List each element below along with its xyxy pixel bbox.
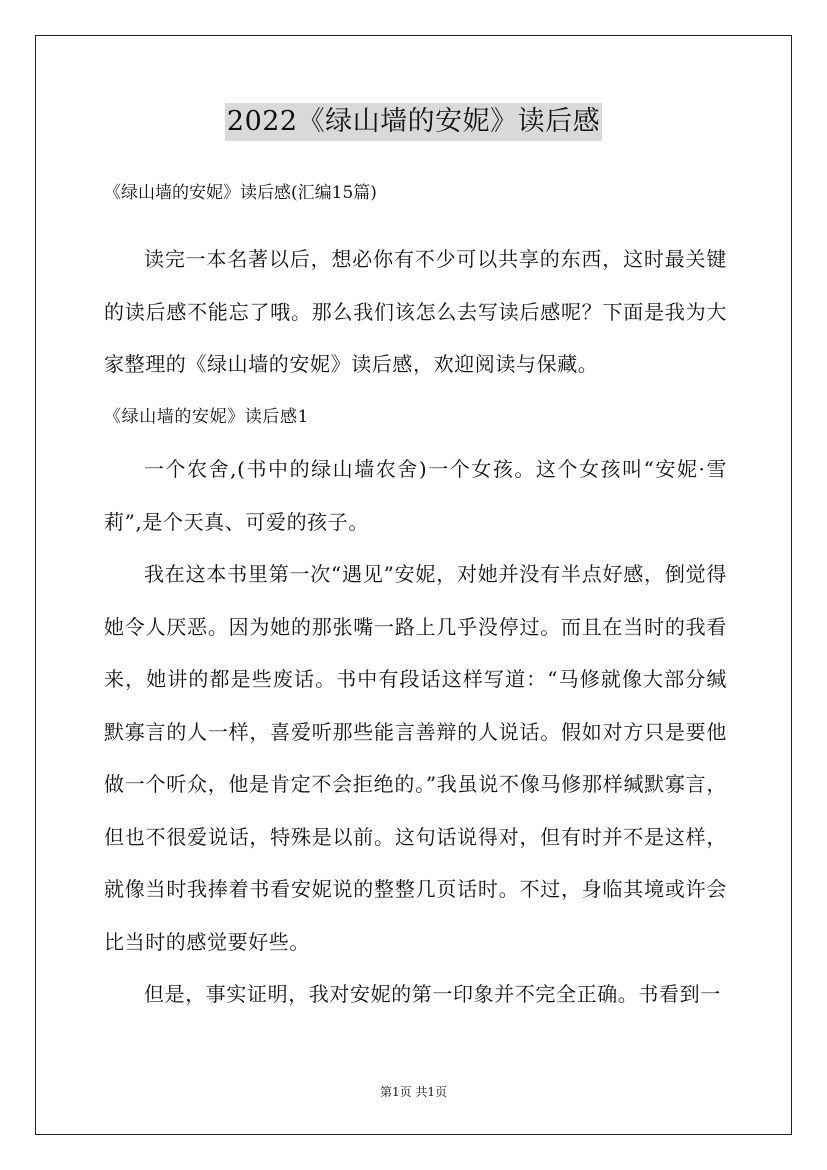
- paragraph: 一个农舍,(书中的绿山墙农舍)一个女孩。这个女孩叫“安妮·雪莉”,是个天真、可爱的孩子。: [104, 457, 727, 534]
- paragraph: 但是，事实证明，我对安妮的第一印象并不完全正确。书看到一: [144, 982, 721, 1006]
- paragraph: 我在这本书里第一次“遇见”安妮，对她并没有半点好感，倒觉得她令人厌恶。因为她的那张嘴一路上几乎没停过。而且在当时的我看来，她讲的都是些废话。书中有段话这样写道：“马修就像大部分缄默寡言的人一样，喜爱听那些能言善辩的人说话。假如对方只是要他做一个听众，他是肯定不会拒绝的。”我虽说不像马修那样缄默寡言，但也不很爱说话，特殊是以前。这句话说得对，但有时并不是这样，就像当时我捧着书看安妮说的整整几页话时。不过，身临其境或许会比当时的感觉要好些。: [104, 562, 727, 954]
- page-footer: 第1页 共1页: [379, 1085, 448, 1099]
- section-heading: 《绿山墙的安妮》读后感1: [104, 406, 310, 427]
- document-body: [104, 233, 727, 1021]
- title-wrap: [0, 103, 827, 141]
- document-subtitle: 《绿山墙的安妮》读后感(汇编15篇): [104, 183, 377, 203]
- paragraph-intro: 读完一本名著以后，想必你有不少可以共享的东西，这时最关键的读后感不能忘了哦。那么我们该怎么去写读后感呢？下面是我为大家整理的《绿山墙的安妮》读后感，欢迎阅读与保藏。: [104, 247, 727, 376]
- document-title: 2022《绿山墙的安妮》读后感: [225, 103, 602, 141]
